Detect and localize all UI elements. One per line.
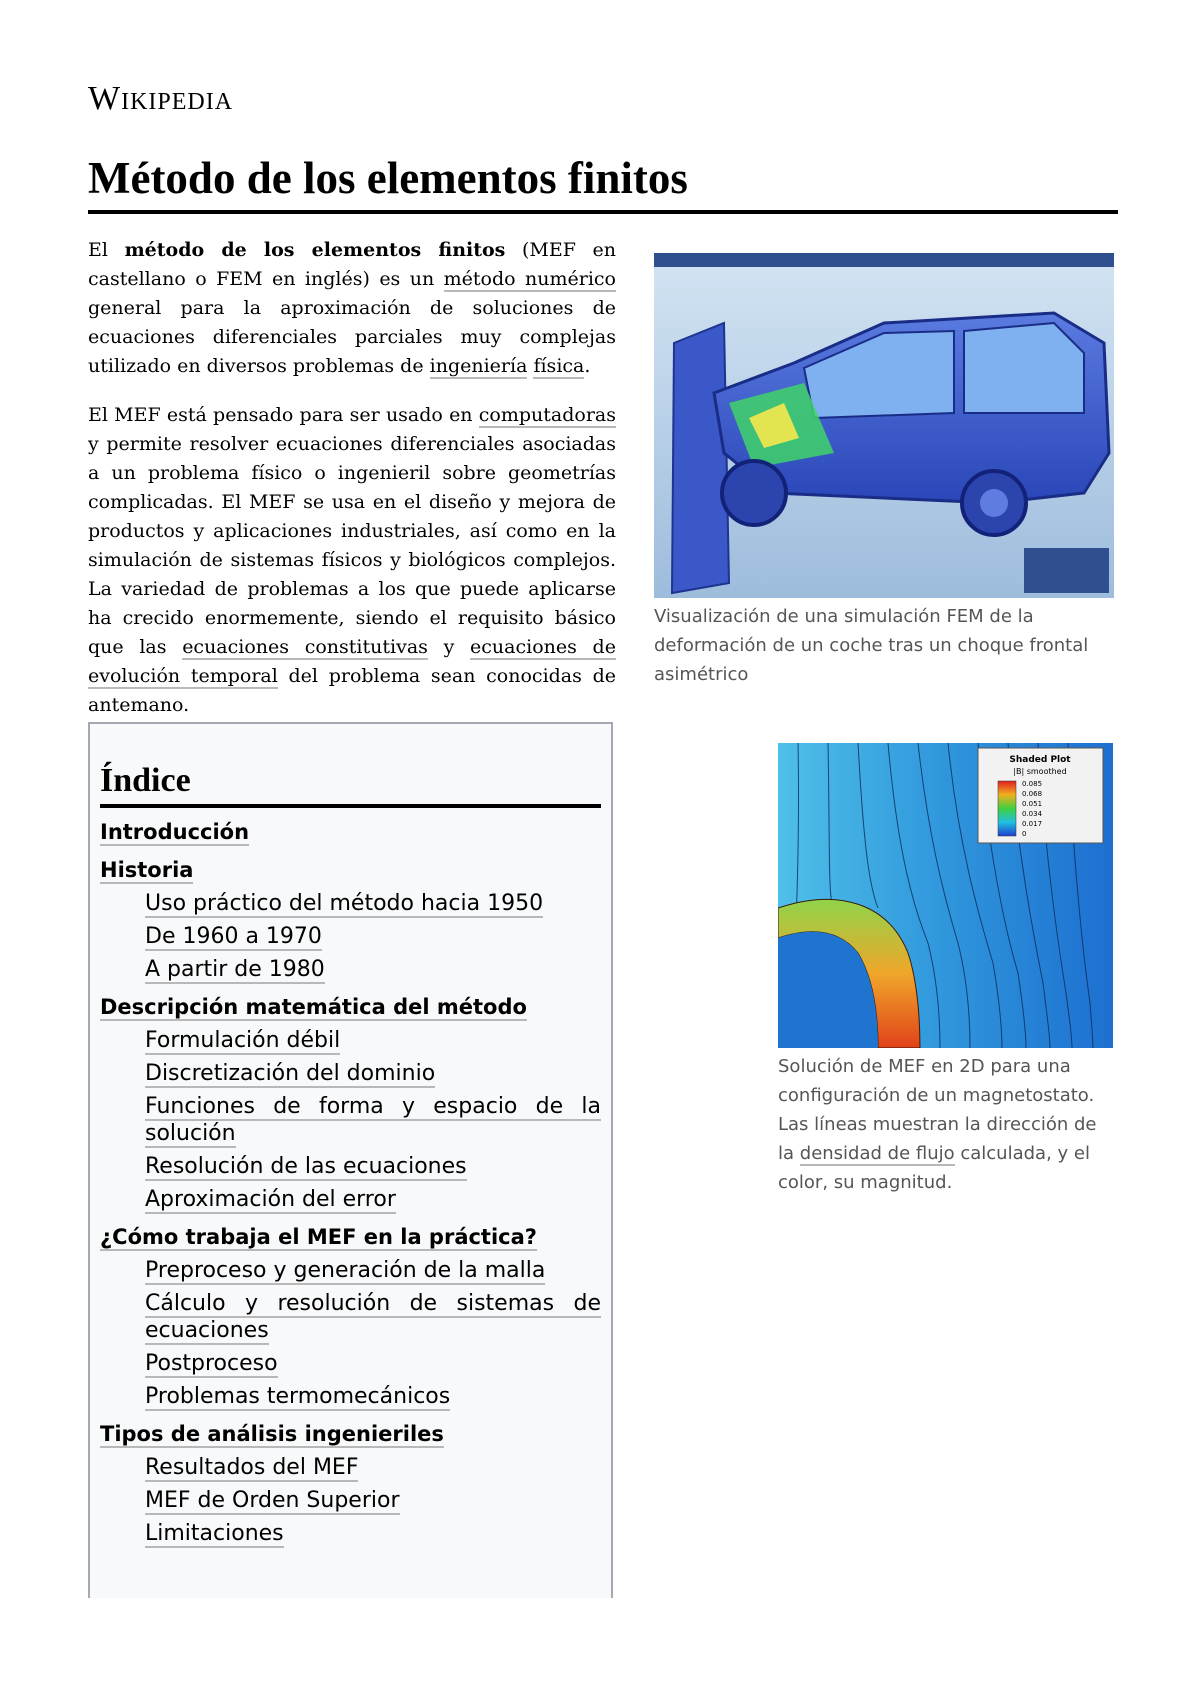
figure-caption [778,1052,1113,1197]
toc-link[interactable]: Funciones de forma y espacio de la solución [145,1094,601,1146]
legend-value: 0 [1022,830,1027,838]
toc-subitem [145,1290,601,1344]
text: y [427,636,471,658]
toc-subitem [145,1520,601,1547]
toc-link[interactable]: Introducción [100,820,250,844]
toc-link[interactable]: MEF de Orden Superior [145,1488,400,1513]
intro-text [88,236,616,740]
toc-subitem [145,1257,601,1284]
toc-sublist [145,1027,601,1213]
toc-link[interactable]: Resolución de las ecuaciones [145,1154,467,1179]
toc-subitem [145,1186,601,1213]
link-ecuaciones-constitutivas[interactable]: ecuaciones constitutivas [182,636,428,658]
toc-section [100,1420,601,1547]
legend-subtitle: |B| smoothed [1013,767,1067,776]
toc-link[interactable]: Historia [100,858,194,882]
toc-link[interactable]: Resultados del MEF [145,1455,359,1480]
link-computadoras[interactable]: computadoras [478,404,616,426]
toc-link[interactable]: Postproceso [145,1351,278,1376]
text: (MEF en castellano o FEM en inglés) es un [88,239,617,290]
car-crash-image[interactable] [654,253,1114,598]
toc-sublist [145,1257,601,1410]
magnetostat-illustration [778,743,1113,1048]
toc-link[interactable]: Aproximación del error [145,1187,396,1212]
toc-link[interactable]: Limitaciones [145,1521,284,1546]
toc-subitem [145,923,601,950]
toc-subitem [145,890,601,917]
text: general para la aproximación de soluciones de ecuaciones diferenciales parciales muy complejas utilizado en diversos problemas de [88,297,616,377]
toc-subitem [145,1093,601,1147]
legend-value: 0.068 [1022,790,1043,798]
wikipedia-logo[interactable]: Wikipedia [88,80,234,117]
legend-title: Shaded Plot [1009,755,1071,765]
toc-link[interactable]: Descripción matemática del método [100,995,527,1019]
toc-subitem [145,1454,601,1481]
toc-subitem [145,1060,601,1087]
car-crash-illustration [654,253,1114,598]
text: . [584,355,591,377]
toc-link[interactable]: Problemas termomecánicos [145,1384,451,1409]
intro-paragraph-2 [88,401,616,720]
toc-section [100,818,601,846]
text: y permite resolver ecuaciones diferenciales asociadas a un problema físico o ingenieril sobre geometrías complicadas. El MEF se usa en el diseño y mejora de productos y aplicaciones industriales, así como en la simulación de sistemas físicos y biológicos complejos. La variedad de problemas a los que puede aplicarse ha crecido enormemente, siendo el requisito básico que las [88,433,616,658]
toc-subitem [145,1027,601,1054]
figure-car-crash [654,253,1114,689]
toc-sublist [145,1454,601,1547]
bold-term: método de los elementos finitos [124,239,506,261]
legend-value: 0.034 [1022,810,1043,818]
toc-section [100,1223,601,1410]
link-fisica[interactable]: física [533,355,585,377]
toc-title: Índice [100,762,601,808]
legend-value: 0.051 [1022,800,1043,808]
toc-link[interactable]: Cálculo y resolución de sistemas de ecuaciones [145,1291,601,1343]
table-of-contents [88,722,613,1598]
toc-section [100,993,601,1213]
toc-link[interactable]: ¿Cómo trabaja el MEF en la práctica? [100,1225,537,1249]
text: calculada, y el color, su magnitud. [778,1143,1090,1193]
figure-caption: Visualización de una simulación FEM de la deformación de un coche tras un choque frontal asimétrico [654,606,1089,685]
toc-section [100,856,601,983]
text: Solución de MEF en 2D para una configuración de un magnetostato. Las líneas muestran la dirección de la [778,1056,1097,1164]
toc-link[interactable]: Preproceso y generación de la malla [145,1258,546,1283]
toc-link[interactable]: Tipos de análisis ingenieriles [100,1422,444,1446]
figure-magnetostat [778,743,1113,1197]
toc-link[interactable]: Formulación débil [145,1028,341,1053]
link-densidad-de-flujo[interactable]: densidad de flujo [799,1143,955,1164]
legend-value: 0.085 [1022,780,1043,788]
text: El MEF está pensado para ser usado en [88,404,479,426]
link-ecuaciones-evolucion[interactable]: ecuaciones de evolución temporal [88,636,616,687]
magnetostat-image[interactable] [778,743,1113,1048]
toc-subitem [145,1487,601,1514]
toc-subitem [145,1383,601,1410]
toc-subitem [145,1350,601,1377]
text: El [88,239,125,261]
link-ingenieria[interactable]: ingeniería [429,355,528,377]
link-metodo-numerico[interactable]: método numérico [443,268,617,290]
toc-subitem [145,1153,601,1180]
toc-link[interactable]: Uso práctico del método hacia 1950 [145,891,544,916]
toc-link[interactable]: De 1960 a 1970 [145,924,322,949]
toc-link[interactable]: Discretización del dominio [145,1061,436,1086]
text: del problema sean conocidas de antemano. [88,665,616,716]
toc-link[interactable]: A partir de 1980 [145,957,325,982]
intro-paragraph-1 [88,236,616,381]
legend-value: 0.017 [1022,820,1043,828]
toc-list [100,818,601,1547]
toc-subitem [145,956,601,983]
page-title: Método de los elementos finitos [88,150,1118,214]
toc-sublist [145,890,601,983]
